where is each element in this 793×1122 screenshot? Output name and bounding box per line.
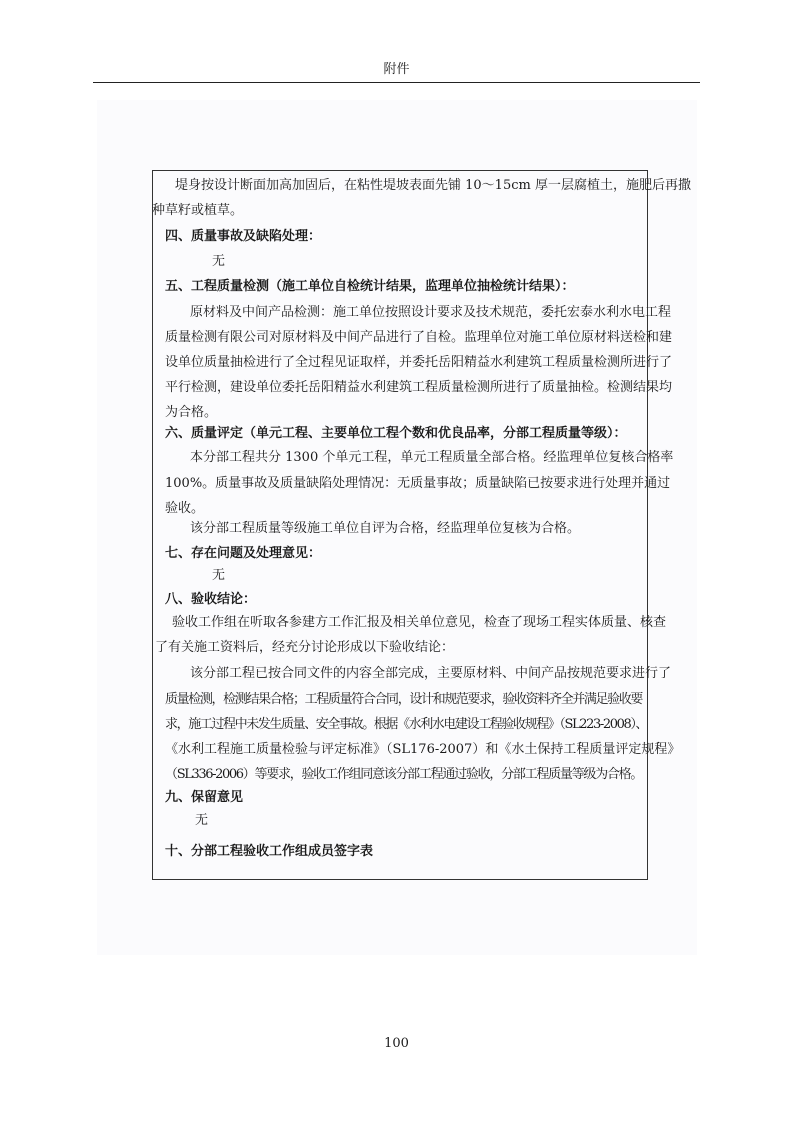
header-rule bbox=[93, 82, 700, 83]
page-header: 附件 bbox=[383, 62, 410, 77]
body-line: 无 bbox=[195, 813, 209, 828]
section-heading: 六、质量评定（单元工程、主要单位工程个数和优良品率，分部工程质量等级）： bbox=[165, 426, 627, 441]
body-line: （SL336-2006）等要求，验收工作组同意该分部工程通过验收，分部工程质量等级为合格。 bbox=[165, 767, 642, 782]
body-line: 质量检测有限公司对原材料及中间产品进行了自检。监理单位对施工单位原材料送检和建 bbox=[165, 330, 673, 345]
body-line: 设单位质量抽检进行了全过程见证取样，并委托岳阳精益水利建筑工程质量检测所进行了 bbox=[165, 355, 673, 370]
body-line: 本分部工程共分 1300 个单元工程，单元工程质量全部合格。经监理单位复核合格率 bbox=[190, 450, 674, 465]
body-line: 该分部工程已按合同文件的内容全部完成，主要原材料、中间产品按规范要求进行了 bbox=[190, 666, 672, 681]
body-line: 了有关施工资料后，经充分讨论形成以下验收结论： bbox=[155, 640, 455, 655]
body-line: 堤身按设计断面加高加固后，在粘性堤坡表面先铺 10～15cm 厚一层腐植土，施肥后再撒 bbox=[175, 178, 691, 193]
body-line: 原材料及中间产品检测：施工单位按照设计要求及技术规范，委托宏泰水利水电工程 bbox=[190, 305, 672, 320]
section-heading: 五、工程质量检测（施工单位自检统计结果，监理单位抽检统计结果）： bbox=[165, 279, 575, 294]
body-line: 种草籽或植草。 bbox=[152, 203, 244, 218]
body-line: 无 bbox=[212, 568, 226, 583]
body-line: 为合格。 bbox=[165, 405, 218, 420]
body-line: 该分部工程质量等级施工单位自评为合格，经监理单位复核为合格。 bbox=[190, 521, 581, 536]
body-line: 质量检测，检测结果合格；工程质量符合合同，设计和规范要求，验收资料齐全并满足验收要 bbox=[165, 692, 642, 707]
section-heading: 九、保留意见 bbox=[165, 790, 244, 805]
body-line: 100%。质量事故及质量缺陷处理情况：无质量事故；质量缺陷已按要求进行处理并通过 bbox=[165, 476, 671, 491]
body-line: 平行检测，建设单位委托岳阳精益水利建筑工程质量检测所进行了质量抽检。检测结果均 bbox=[165, 380, 673, 395]
body-line: 验收。 bbox=[165, 501, 205, 516]
body-line: 求，施工过程中未发生质量、安全事故。根据《水利水电建设工程验收规程》（SL223-2008）、 bbox=[165, 717, 648, 732]
body-line: 无 bbox=[212, 254, 226, 269]
body-line: 《水利工程施工质量检验与评定标准》（SL176-2007）和《水土保持工程质量评定规程》 bbox=[165, 742, 681, 757]
section-heading: 四、质量事故及缺陷处理： bbox=[165, 229, 322, 244]
body-line: 验收工作组在听取各参建方工作汇报及相关单位意见，检查了现场工程实体质量、核查 bbox=[172, 615, 667, 630]
section-heading: 七、存在问题及处理意见： bbox=[165, 546, 322, 561]
section-heading: 十、分部工程验收工作组成员签字表 bbox=[165, 844, 374, 859]
page-number: 100 bbox=[384, 1036, 409, 1051]
section-heading: 八、验收结论： bbox=[165, 592, 257, 607]
